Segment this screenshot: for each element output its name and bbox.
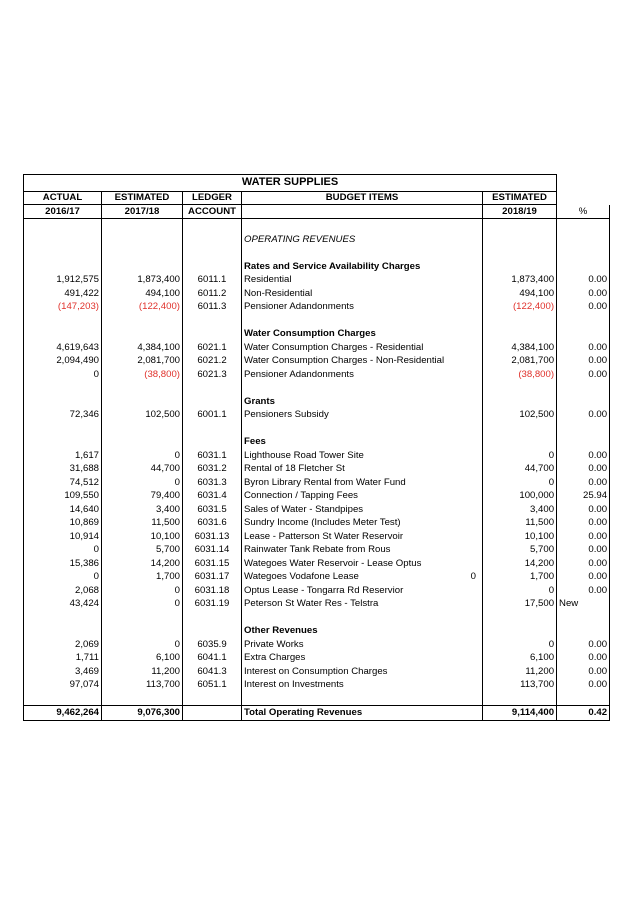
table-row: [24, 408, 610, 422]
estimated-cell: (38,800): [102, 368, 183, 382]
item-label: Pensioner Adandonments: [244, 301, 354, 312]
group-title: Fees: [242, 435, 483, 449]
table-row: [24, 489, 610, 503]
next-estimated-cell: 102,500: [483, 408, 557, 422]
percent-cell: 0.00: [557, 543, 610, 557]
item-label: Non-Residential: [244, 287, 313, 299]
section-title: OPERATING REVENUES: [242, 233, 483, 247]
actual-cell: 2,068: [24, 584, 102, 598]
table-row: [24, 665, 610, 679]
percent-cell: 0.00: [557, 570, 610, 584]
item-label: Rental of 18 Fletcher St: [244, 463, 345, 474]
percent-cell: 0.00: [557, 503, 610, 517]
item-label: Peterson St Water Res - Telstra: [244, 598, 379, 609]
percent-cell: 0.00: [557, 557, 610, 571]
ledger-cell: 6031.3: [183, 476, 242, 490]
percent-cell: 0.00: [557, 449, 610, 463]
percent-cell: 0.00: [557, 408, 610, 422]
item-cell: [242, 341, 483, 355]
header-estimated-year: 2017/18: [102, 205, 183, 219]
header-ledger: LEDGER: [183, 192, 242, 205]
table-row: [24, 287, 610, 301]
estimated-cell: 11,200: [102, 665, 183, 679]
table-row: [24, 449, 610, 463]
item-label: Pensioners Subsidy: [244, 409, 329, 420]
actual-cell: 74,512: [24, 476, 102, 490]
estimated-cell: 3,400: [102, 503, 183, 517]
item-cell: [242, 489, 483, 503]
table-row: [24, 341, 610, 355]
ledger-cell: 6011.1: [183, 273, 242, 287]
item-label: Byron Library Rental from Water Fund: [244, 476, 406, 488]
actual-cell: 0: [24, 543, 102, 557]
item-label: Residential: [244, 274, 292, 285]
total-row: [24, 706, 610, 721]
actual-cell: 4,619,643: [24, 341, 102, 355]
next-estimated-cell: 5,700: [483, 543, 557, 557]
group-header-row: [24, 435, 610, 449]
next-estimated-cell: 1,700: [483, 570, 557, 584]
item-label: Interest on Consumption Charges: [244, 665, 388, 677]
ledger-cell: 6051.1: [183, 678, 242, 692]
actual-cell: 97,074: [24, 678, 102, 692]
ledger-cell: 6031.2: [183, 462, 242, 476]
table-row: [24, 530, 610, 544]
header-row-1: [24, 192, 610, 205]
table-body: [24, 219, 610, 721]
actual-cell: 14,640: [24, 503, 102, 517]
actual-cell: 10,914: [24, 530, 102, 544]
actual-cell: 1,912,575: [24, 273, 102, 287]
ledger-cell: 6041.1: [183, 651, 242, 665]
total-label: Total Operating Revenues: [242, 706, 483, 721]
ledger-cell: 6031.17: [183, 570, 242, 584]
percent-cell: 0.00: [557, 678, 610, 692]
ledger-cell: 6031.19: [183, 597, 242, 611]
next-estimated-cell: 11,500: [483, 516, 557, 530]
table-row: [24, 368, 610, 382]
next-estimated-cell: 3,400: [483, 503, 557, 517]
ledger-cell: 6031.15: [183, 557, 242, 571]
budget-sheet: [23, 174, 609, 721]
actual-cell: 31,688: [24, 462, 102, 476]
group-header-row: [24, 624, 610, 638]
group-title: Grants: [242, 395, 483, 409]
ledger-cell: 6041.3: [183, 665, 242, 679]
item-cell: [242, 597, 483, 611]
percent-cell: 0.00: [557, 476, 610, 490]
item-label: Interest on Investments: [244, 679, 344, 690]
item-label: Private Works: [244, 638, 304, 650]
item-label: Rainwater Tank Rebate from Rous: [244, 544, 391, 555]
estimated-cell: 14,200: [102, 557, 183, 571]
header-actual-year: 2016/17: [24, 205, 102, 219]
next-estimated-cell: 14,200: [483, 557, 557, 571]
total-next: 9,114,400: [483, 706, 557, 721]
actual-cell: 3,469: [24, 665, 102, 679]
estimated-cell: 494,100: [102, 287, 183, 301]
table-row: [24, 462, 610, 476]
header-row-2: [24, 205, 610, 219]
next-estimated-cell: 44,700: [483, 462, 557, 476]
estimated-cell: 113,700: [102, 678, 183, 692]
group-header-row: [24, 260, 610, 274]
item-cell: [242, 368, 483, 382]
table-row: [24, 354, 610, 368]
next-estimated-cell: 0: [483, 584, 557, 598]
total-actual: 9,462,264: [24, 706, 102, 721]
ledger-cell: 6031.13: [183, 530, 242, 544]
percent-cell: 0.00: [557, 300, 610, 314]
header-estimated-next-year: 2018/19: [483, 205, 557, 219]
table-row: [24, 503, 610, 517]
actual-cell: 2,069: [24, 638, 102, 652]
percent-cell: 25.94: [557, 489, 610, 503]
item-cell: [242, 557, 483, 571]
item-cell: [242, 462, 483, 476]
table-row: [24, 638, 610, 652]
table-row: [24, 570, 610, 584]
item-label: Lease - Patterson St Water Reservoir: [244, 530, 404, 542]
item-label: Connection / Tapping Fees: [244, 490, 358, 501]
item-cell: [242, 354, 483, 368]
spacer-row: [24, 219, 610, 233]
spacer-row: [24, 611, 610, 625]
estimated-cell: 4,384,100: [102, 341, 183, 355]
next-estimated-cell: 2,081,700: [483, 354, 557, 368]
spacer-row: [24, 381, 610, 395]
spacer-row: [24, 692, 610, 706]
item-cell: [242, 408, 483, 422]
header-ledger-sub: ACCOUNT: [183, 205, 242, 219]
percent-cell: 0.00: [557, 516, 610, 530]
next-estimated-cell: 1,873,400: [483, 273, 557, 287]
percent-cell: 0.00: [557, 287, 610, 301]
item-label: Lighthouse Road Tower Site: [244, 449, 364, 461]
next-estimated-cell: 0: [483, 449, 557, 463]
estimated-cell: 6,100: [102, 651, 183, 665]
table-row: [24, 516, 610, 530]
next-estimated-cell: 494,100: [483, 287, 557, 301]
next-estimated-cell: (38,800): [483, 368, 557, 382]
estimated-cell: 0: [102, 584, 183, 598]
actual-cell: 0: [24, 368, 102, 382]
table-row: [24, 476, 610, 490]
group-title: Rates and Service Availability Charges: [242, 260, 483, 274]
ledger-cell: 6021.2: [183, 354, 242, 368]
ledger-cell: 6035.9: [183, 638, 242, 652]
spacer-row: [24, 314, 610, 328]
group-header-row: [24, 395, 610, 409]
next-estimated-cell: 100,000: [483, 489, 557, 503]
item-label: Wategoes Water Reservoir - Lease Optus: [244, 557, 422, 569]
item-label: Water Consumption Charges - Residential: [244, 341, 424, 353]
estimated-cell: 5,700: [102, 543, 183, 557]
group-title: Water Consumption Charges: [242, 327, 483, 341]
percent-cell: 0.00: [557, 273, 610, 287]
ledger-cell: 6031.18: [183, 584, 242, 598]
estimated-cell: 0: [102, 638, 183, 652]
total-ledger: [183, 706, 242, 721]
estimated-cell: 1,873,400: [102, 273, 183, 287]
title-row: [24, 175, 610, 192]
header-estimated: ESTIMATED: [102, 192, 183, 205]
item-cell: [242, 651, 483, 665]
actual-cell: 0: [24, 570, 102, 584]
ledger-cell: 6011.3: [183, 300, 242, 314]
spacer-row: [24, 422, 610, 436]
item-cell: [242, 665, 483, 679]
estimated-cell: 0: [102, 476, 183, 490]
item-cell: [242, 476, 483, 490]
ledger-cell: 6031.5: [183, 503, 242, 517]
header-percent: %: [557, 205, 610, 219]
ledger-cell: 6031.4: [183, 489, 242, 503]
item-cell: [242, 516, 483, 530]
next-estimated-cell: (122,400): [483, 300, 557, 314]
percent-cell: New: [557, 597, 610, 611]
next-estimated-cell: 17,500: [483, 597, 557, 611]
estimated-cell: 10,100: [102, 530, 183, 544]
estimated-cell: (122,400): [102, 300, 183, 314]
percent-cell: 0.00: [557, 638, 610, 652]
actual-cell: 2,094,490: [24, 354, 102, 368]
section-row: [24, 233, 610, 247]
actual-cell: 1,711: [24, 651, 102, 665]
item-label: Wategoes Vodafone Lease: [244, 571, 359, 582]
estimated-cell: 102,500: [102, 408, 183, 422]
percent-cell: 0.00: [557, 665, 610, 679]
item-cell: [242, 530, 483, 544]
item-label: Water Consumption Charges - Non-Residential: [244, 355, 445, 366]
spacer-row: [24, 246, 610, 260]
ledger-cell: 6021.1: [183, 341, 242, 355]
item-label: Optus Lease - Tongarra Rd Reservior: [244, 584, 404, 596]
table-row: [24, 300, 610, 314]
percent-cell: 0.00: [557, 584, 610, 598]
ledger-cell: 6031.1: [183, 449, 242, 463]
next-estimated-cell: 6,100: [483, 651, 557, 665]
header-budget-items-blank: [242, 205, 483, 219]
table-row: [24, 273, 610, 287]
item-cell: [242, 287, 483, 301]
item-label: Pensioner Adandonments: [244, 368, 354, 380]
next-estimated-cell: 0: [483, 638, 557, 652]
percent-cell: 0.00: [557, 341, 610, 355]
ledger-cell: 6021.3: [183, 368, 242, 382]
next-estimated-cell: 11,200: [483, 665, 557, 679]
ledger-cell: 6031.6: [183, 516, 242, 530]
actual-cell: 109,550: [24, 489, 102, 503]
percent-cell: 0.00: [557, 530, 610, 544]
next-estimated-cell: 10,100: [483, 530, 557, 544]
item-label: Sundry Income (Includes Meter Test): [244, 517, 401, 528]
estimated-cell: 0: [102, 449, 183, 463]
percent-cell: 0.00: [557, 651, 610, 665]
table-row: [24, 651, 610, 665]
item-extra-value: 0: [470, 571, 476, 582]
percent-cell: 0.00: [557, 462, 610, 476]
item-cell: [242, 543, 483, 557]
actual-cell: 72,346: [24, 408, 102, 422]
table-row: [24, 597, 610, 611]
header-budget-items: BUDGET ITEMS: [242, 192, 483, 205]
total-estimated: 9,076,300: [102, 706, 183, 721]
next-estimated-cell: 4,384,100: [483, 341, 557, 355]
actual-cell: (147,203): [24, 300, 102, 314]
group-header-row: [24, 327, 610, 341]
estimated-cell: 1,700: [102, 570, 183, 584]
item-cell: [242, 300, 483, 314]
header-actual: ACTUAL: [24, 192, 102, 205]
item-cell: [242, 570, 483, 584]
ledger-cell: 6011.2: [183, 287, 242, 301]
table-row: [24, 543, 610, 557]
estimated-cell: 44,700: [102, 462, 183, 476]
estimated-cell: 0: [102, 597, 183, 611]
group-title: Other Revenues: [242, 624, 483, 638]
actual-cell: 491,422: [24, 287, 102, 301]
actual-cell: 1,617: [24, 449, 102, 463]
ledger-cell: 6031.14: [183, 543, 242, 557]
next-estimated-cell: 0: [483, 476, 557, 490]
table-title: WATER SUPPLIES: [24, 175, 557, 192]
ledger-cell: 6001.1: [183, 408, 242, 422]
table-row: [24, 557, 610, 571]
next-estimated-cell: 113,700: [483, 678, 557, 692]
item-cell: [242, 503, 483, 517]
water-supplies-table: [23, 174, 610, 721]
header-estimated-next: ESTIMATED: [483, 192, 557, 205]
total-percent: 0.42: [557, 706, 610, 721]
table-row: [24, 584, 610, 598]
item-cell: [242, 638, 483, 652]
item-label: Extra Charges: [244, 652, 306, 663]
item-cell: [242, 678, 483, 692]
percent-cell: 0.00: [557, 354, 610, 368]
estimated-cell: 2,081,700: [102, 354, 183, 368]
estimated-cell: 79,400: [102, 489, 183, 503]
actual-cell: 43,424: [24, 597, 102, 611]
item-label: Sales of Water - Standpipes: [244, 503, 364, 515]
actual-cell: 15,386: [24, 557, 102, 571]
percent-cell: 0.00: [557, 368, 610, 382]
table-row: [24, 678, 610, 692]
item-cell: [242, 449, 483, 463]
estimated-cell: 11,500: [102, 516, 183, 530]
item-cell: [242, 273, 483, 287]
actual-cell: 10,869: [24, 516, 102, 530]
item-cell: [242, 584, 483, 598]
